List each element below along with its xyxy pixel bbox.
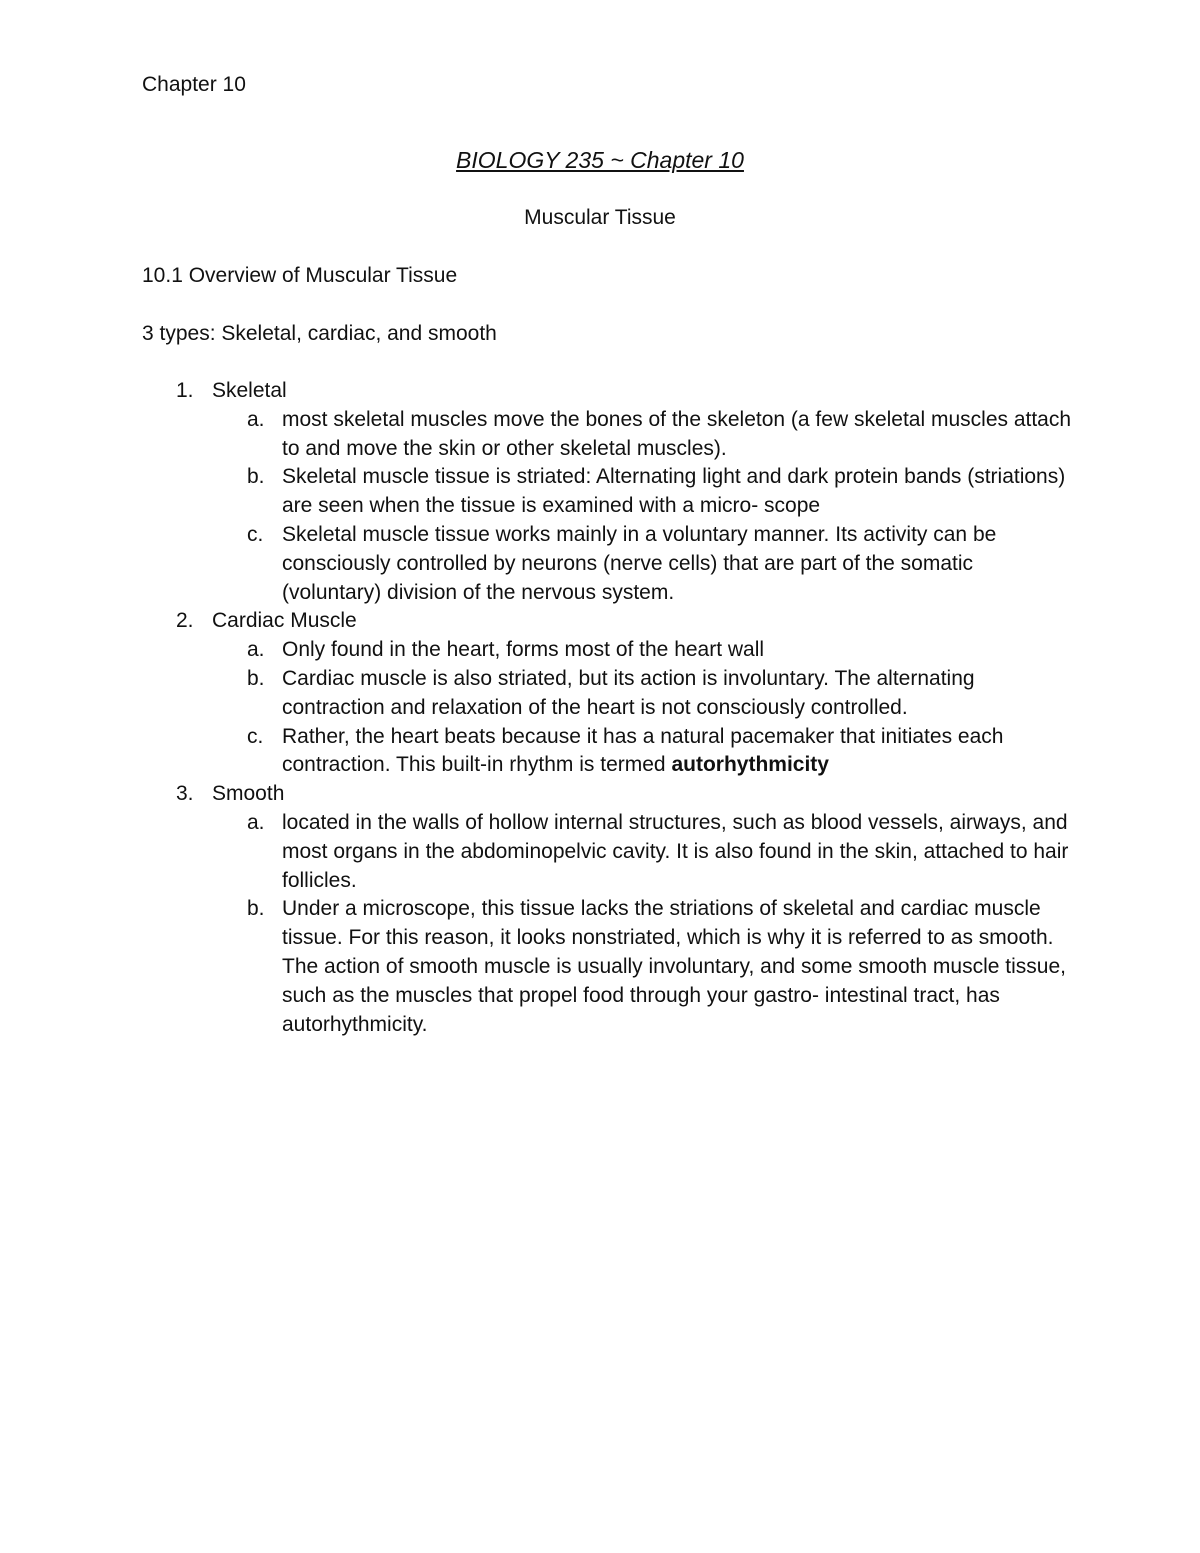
document-subtitle: Muscular Tissue bbox=[524, 206, 676, 229]
outline-item-number: 3. bbox=[176, 782, 194, 806]
outline-item-cardiac bbox=[142, 607, 1072, 780]
outline-subitem bbox=[142, 636, 1072, 665]
outline-subitem-letter: c. bbox=[247, 724, 264, 748]
outline-subitem bbox=[142, 895, 1072, 1039]
outline-subitem-text: Skeletal muscle tissue works mainly in a voluntary manner. Its activity can be consciously controlled by neurons (nerve cells) that are part of the somatic (voluntary) division of the nervous system. bbox=[282, 522, 997, 604]
outline-item-skeletal bbox=[142, 377, 1072, 607]
outline-subitem-text: most skeletal muscles move the bones of the skeleton (a few skeletal muscles attach to and move the skin or other skeletal muscles). bbox=[282, 407, 1072, 460]
outline-subitem-letter: c. bbox=[247, 522, 264, 546]
outline-subitem-letter: b. bbox=[247, 465, 265, 489]
outline-subitem-text-with-term bbox=[212, 723, 1072, 781]
outline-subitem-letter: b. bbox=[247, 897, 265, 921]
outline-subitem-letter: a. bbox=[247, 638, 265, 662]
section-heading: 10.1 Overview of Muscular Tissue bbox=[142, 264, 458, 287]
outline-subitem bbox=[142, 723, 1072, 781]
chapter-header: Chapter 10 bbox=[142, 73, 246, 96]
outline-item-number: 2. bbox=[176, 609, 194, 633]
outline-subitem bbox=[142, 521, 1072, 607]
outline-item-label: Skeletal bbox=[212, 379, 287, 402]
outline-subitem-text: Skeletal muscle tissue is striated: Alternating light and dark protein bands (striations) are seen when the tissue is examined with a micro- scope bbox=[282, 465, 1066, 518]
outline-subitem bbox=[142, 809, 1072, 895]
types-summary: 3 types: Skeletal, cardiac, and smooth bbox=[142, 322, 497, 345]
outline-subitem-letter: a. bbox=[247, 810, 265, 834]
outline-subitem-text: Under a microscope, this tissue lacks the striations of skeletal and cardiac muscle tissue. For this reason, it looks nonstriated, which is why it is referred to as smooth. The action of smooth muscle is usually involuntary, and some smooth muscle tissue, such as the muscles that propel food through your gastro- intestinal tract, has autorhythmicity. bbox=[282, 897, 1066, 1036]
outline-subitem bbox=[142, 406, 1072, 464]
outline-item-smooth bbox=[142, 780, 1072, 1039]
muscle-types-outline bbox=[142, 377, 1072, 1039]
document-title: BIOLOGY 235 ~ Chapter 10 bbox=[456, 147, 744, 173]
outline-subitem-text: located in the walls of hollow internal structures, such as blood vessels, airways, and most organs in the abdominopelvic cavity. It is also found in the skin, attached to hair follicles. bbox=[282, 810, 1069, 892]
outline-subitem-letter: a. bbox=[247, 407, 265, 431]
outline-item-label: Smooth bbox=[212, 782, 285, 806]
outline-subitem bbox=[142, 463, 1072, 521]
outline-subitem-text: Rather, the heart beats because it has a natural pacemaker that initiates each contraction. This built-in rhythm is termed bbox=[282, 724, 1004, 777]
outline-item-label: Cardiac Muscle bbox=[212, 609, 357, 633]
outline-subitem-text: Only found in the heart, forms most of the heart wall bbox=[282, 638, 765, 662]
bold-term: autorhythmicity bbox=[671, 753, 829, 777]
outline-subitem bbox=[142, 665, 1072, 723]
outline-subitem-letter: b. bbox=[247, 666, 265, 690]
outline-item-number: 1. bbox=[176, 379, 194, 402]
outline-subitem-text: Cardiac muscle is also striated, but its action is involuntary. The alternating contraction and relaxation of the heart is not consciously controlled. bbox=[282, 666, 975, 719]
